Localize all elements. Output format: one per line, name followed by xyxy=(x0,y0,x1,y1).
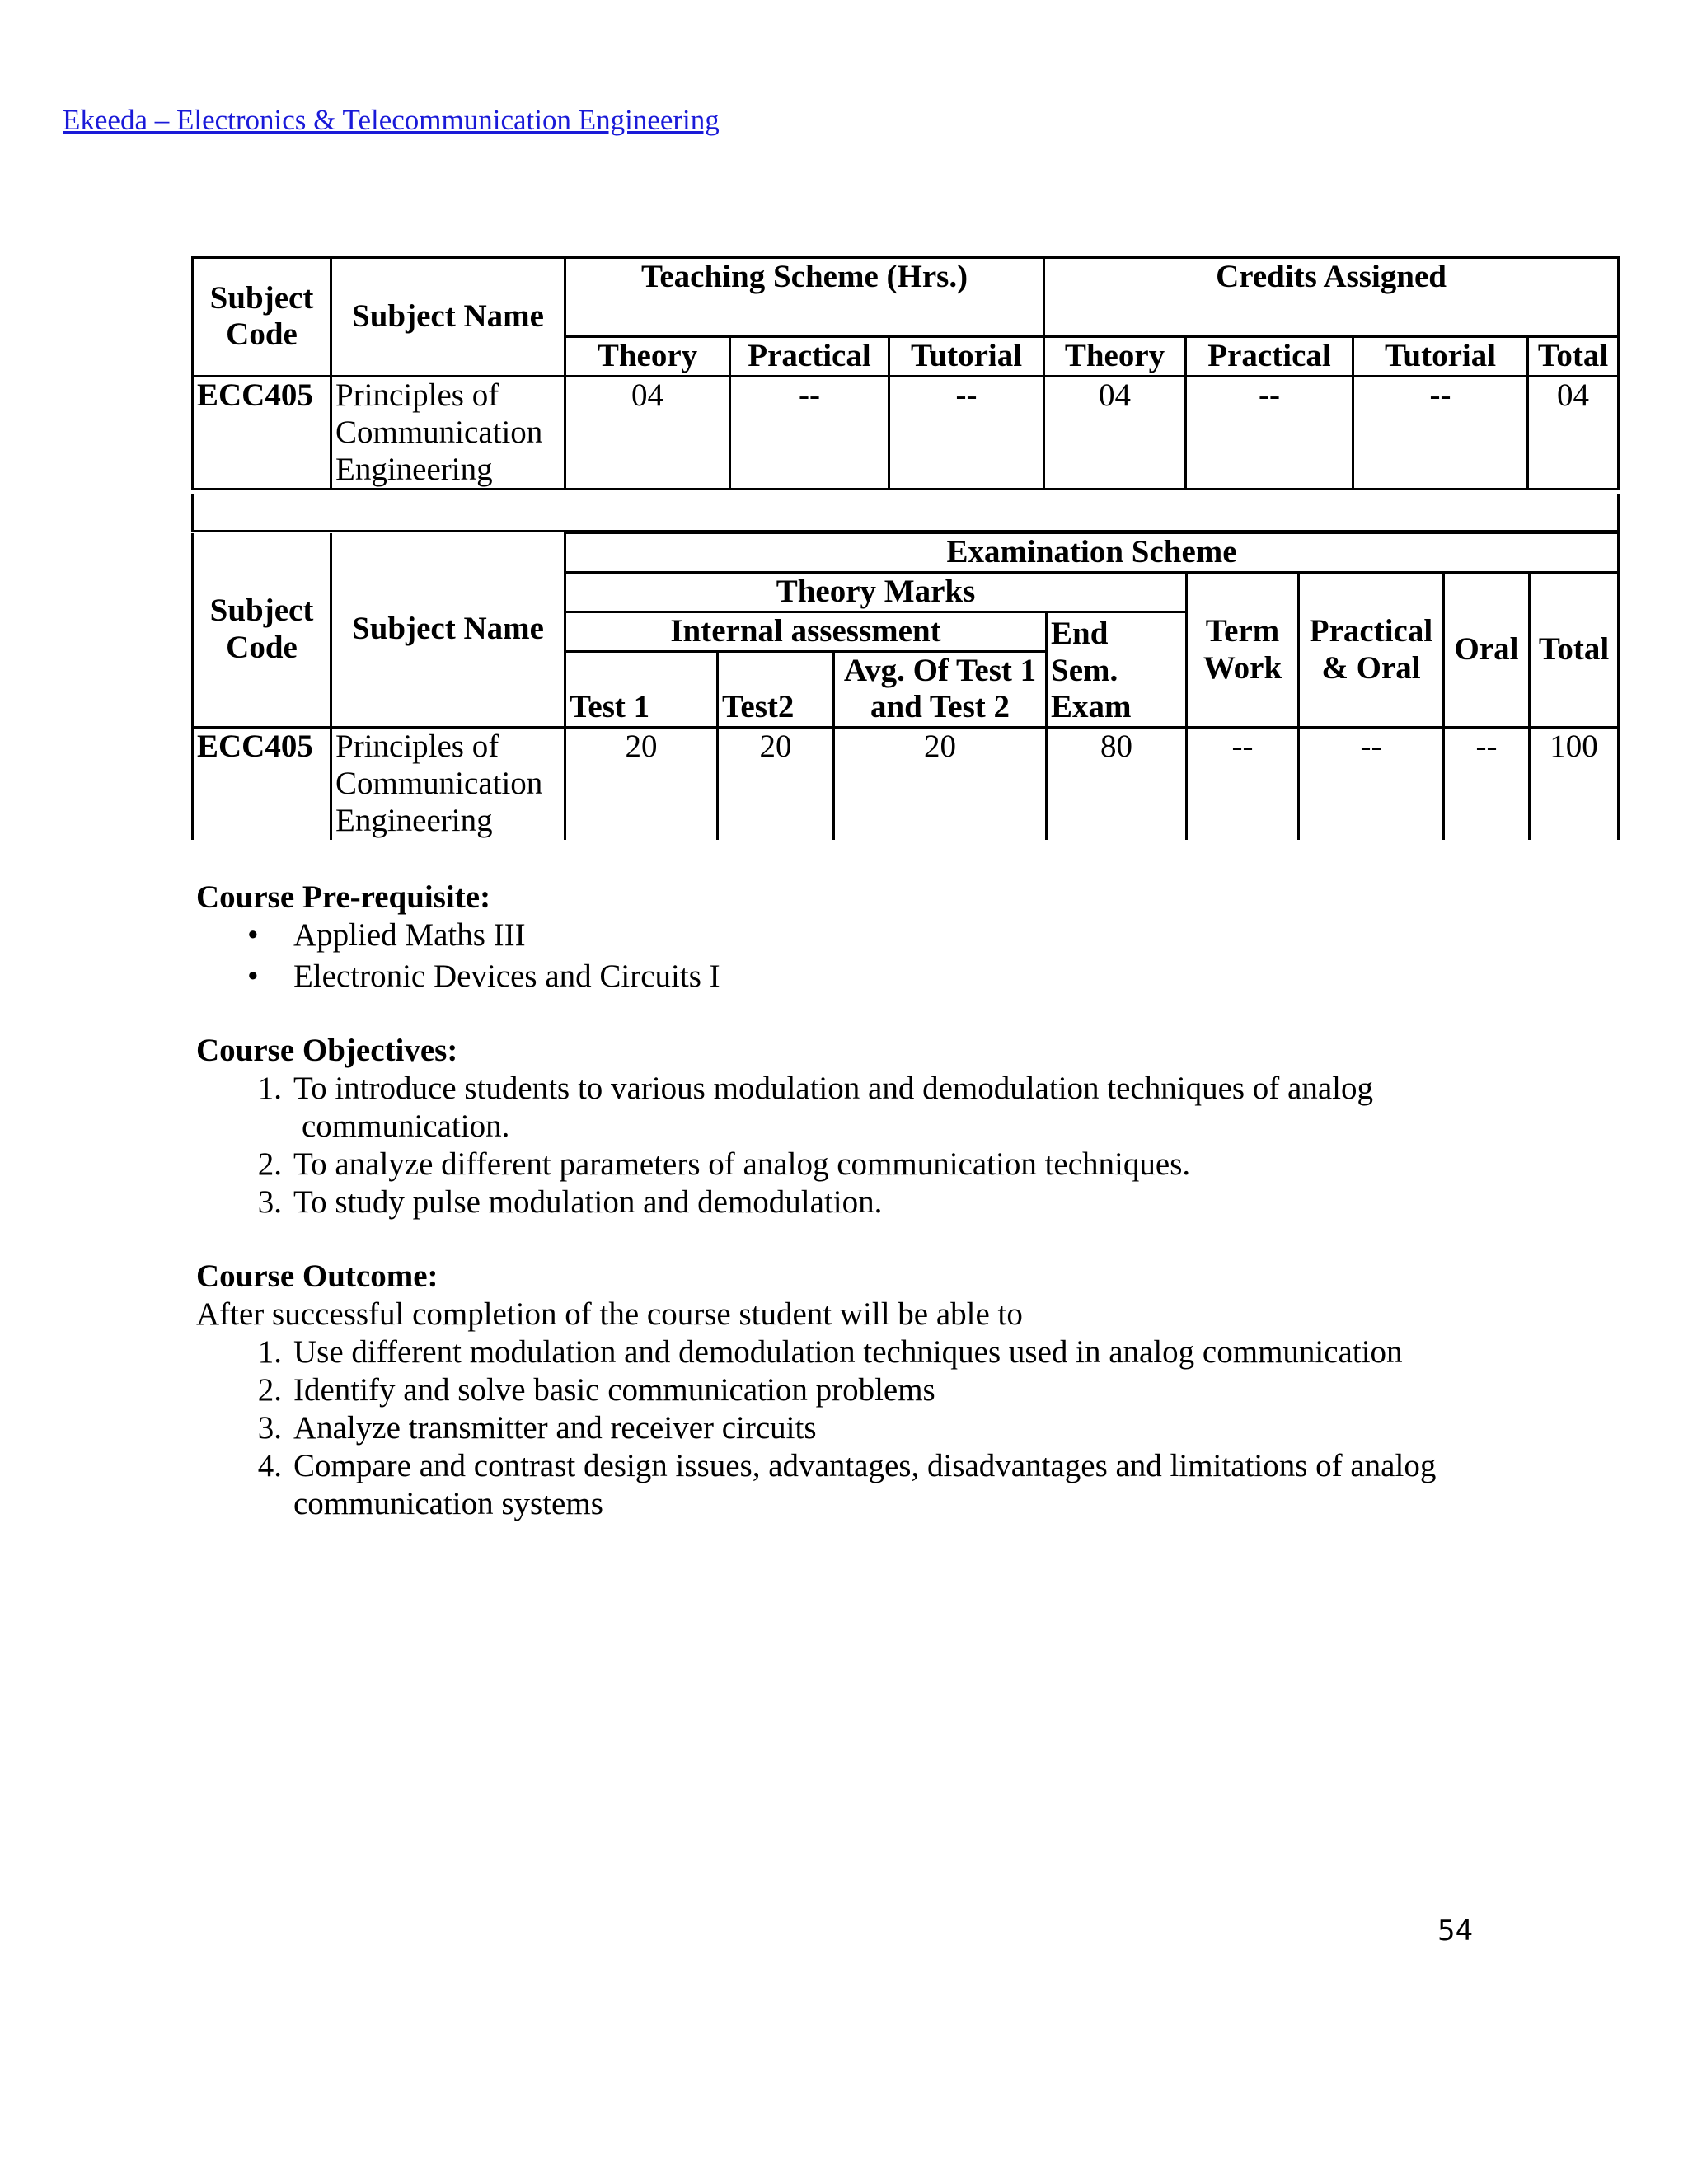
outcome-intro: After successful completion of the course student will be able to xyxy=(196,1296,1023,1332)
oral-header: Oral xyxy=(1444,572,1530,727)
credits-practical-cell: -- xyxy=(1186,376,1353,490)
oral-cell: -- xyxy=(1444,728,1530,840)
credits-assigned-header: Credits Assigned xyxy=(1044,258,1619,337)
avg-test-header: Avg. Of Test 1 and Test 2 xyxy=(834,651,1047,728)
credits-theory-header: Theory xyxy=(1044,337,1186,377)
avg-test-cell: 20 xyxy=(834,728,1047,840)
teaching-scheme-table xyxy=(191,256,1620,490)
outcome-section xyxy=(196,1258,1436,1523)
list-item: 2. To analyze different parameters of analog communication techniques. xyxy=(257,1146,1191,1182)
prerequisite-title: Course Pre-requisite: xyxy=(196,879,491,915)
prerequisite-list xyxy=(196,916,720,996)
test1-cell: 20 xyxy=(565,728,718,840)
subject-name-header: Subject Name xyxy=(331,258,565,377)
objectives-title: Course Objectives: xyxy=(196,1033,458,1068)
credits-total-header: Total xyxy=(1528,337,1619,377)
internal-assessment-header: Internal assessment xyxy=(565,612,1047,651)
objectives-section xyxy=(196,1032,1373,1221)
list-item: 1. To introduce students to various modulation and demodulation techniques of analog xyxy=(257,1071,1374,1106)
list-item-continuation: communication systems xyxy=(293,1486,603,1521)
page-number: 54 xyxy=(1437,1915,1474,1947)
total-cell: 100 xyxy=(1530,728,1619,840)
subject-name-cell: Principles of Communication Engineering xyxy=(331,376,565,490)
list-item: • Applied Maths III xyxy=(247,917,526,953)
teaching-theory-cell: 04 xyxy=(565,376,730,490)
subject-code-header: Subject Code xyxy=(193,258,331,377)
teaching-theory-header: Theory xyxy=(565,337,730,377)
list-item: 3. To study pulse modulation and demodulation. xyxy=(257,1184,883,1220)
theory-marks-header: Theory Marks xyxy=(565,572,1187,612)
exam-subject-name-header: Subject Name xyxy=(331,533,565,728)
test2-header: Test2 xyxy=(718,651,834,728)
outcome-title: Course Outcome: xyxy=(196,1258,438,1294)
outcome-list xyxy=(196,1333,1436,1523)
list-item: 3. Analyze transmitter and receiver circuits xyxy=(257,1410,817,1446)
term-work-cell: -- xyxy=(1187,728,1299,840)
header-link[interactable]: Ekeeda – Electronics & Telecommunication Engineering xyxy=(63,104,720,136)
examination-scheme-header: Examination Scheme xyxy=(565,533,1619,573)
teaching-tutorial-header: Tutorial xyxy=(889,337,1044,377)
end-sem-exam-header: End Sem. Exam xyxy=(1047,612,1187,728)
practical-oral-header: Practical & Oral xyxy=(1299,572,1444,727)
credits-tutorial-header: Tutorial xyxy=(1353,337,1528,377)
teaching-practical-cell: -- xyxy=(730,376,889,490)
term-work-header: Term Work xyxy=(1187,572,1299,727)
teaching-practical-header: Practical xyxy=(730,337,889,377)
teaching-scheme-header: Teaching Scheme (Hrs.) xyxy=(565,258,1044,337)
exam-subject-name-cell: Principles of Communication Engineering xyxy=(331,728,565,840)
exam-subject-code-cell: ECC405 xyxy=(193,728,331,840)
list-item: 4. Compare and contrast design issues, advantages, disadvantages and limitations of analog xyxy=(257,1448,1437,1483)
total-header: Total xyxy=(1530,572,1619,727)
credits-tutorial-cell: -- xyxy=(1353,376,1528,490)
credits-practical-header: Practical xyxy=(1186,337,1353,377)
list-item: 1. Use different modulation and demodulation techniques used in analog communication xyxy=(257,1334,1403,1370)
objectives-list xyxy=(196,1070,1373,1221)
table-spacer xyxy=(191,494,1620,532)
credits-total-cell: 04 xyxy=(1528,376,1619,490)
subject-code-cell: ECC405 xyxy=(193,376,331,490)
test1-header: Test 1 xyxy=(565,651,718,728)
credits-theory-cell: 04 xyxy=(1044,376,1186,490)
end-sem-cell: 80 xyxy=(1047,728,1187,840)
list-item-continuation: communication. xyxy=(302,1108,510,1144)
teaching-tutorial-cell: -- xyxy=(889,376,1044,490)
practical-oral-cell: -- xyxy=(1299,728,1444,840)
bullet-icon: • xyxy=(247,958,259,994)
examination-scheme-table xyxy=(191,532,1620,840)
bullet-icon: • xyxy=(247,917,259,953)
prerequisite-section xyxy=(196,879,720,996)
test2-cell: 20 xyxy=(718,728,834,840)
list-item: 2. Identify and solve basic communication problems xyxy=(257,1372,935,1408)
exam-subject-code-header: Subject Code xyxy=(193,533,331,728)
list-item: • Electronic Devices and Circuits I xyxy=(247,958,720,994)
